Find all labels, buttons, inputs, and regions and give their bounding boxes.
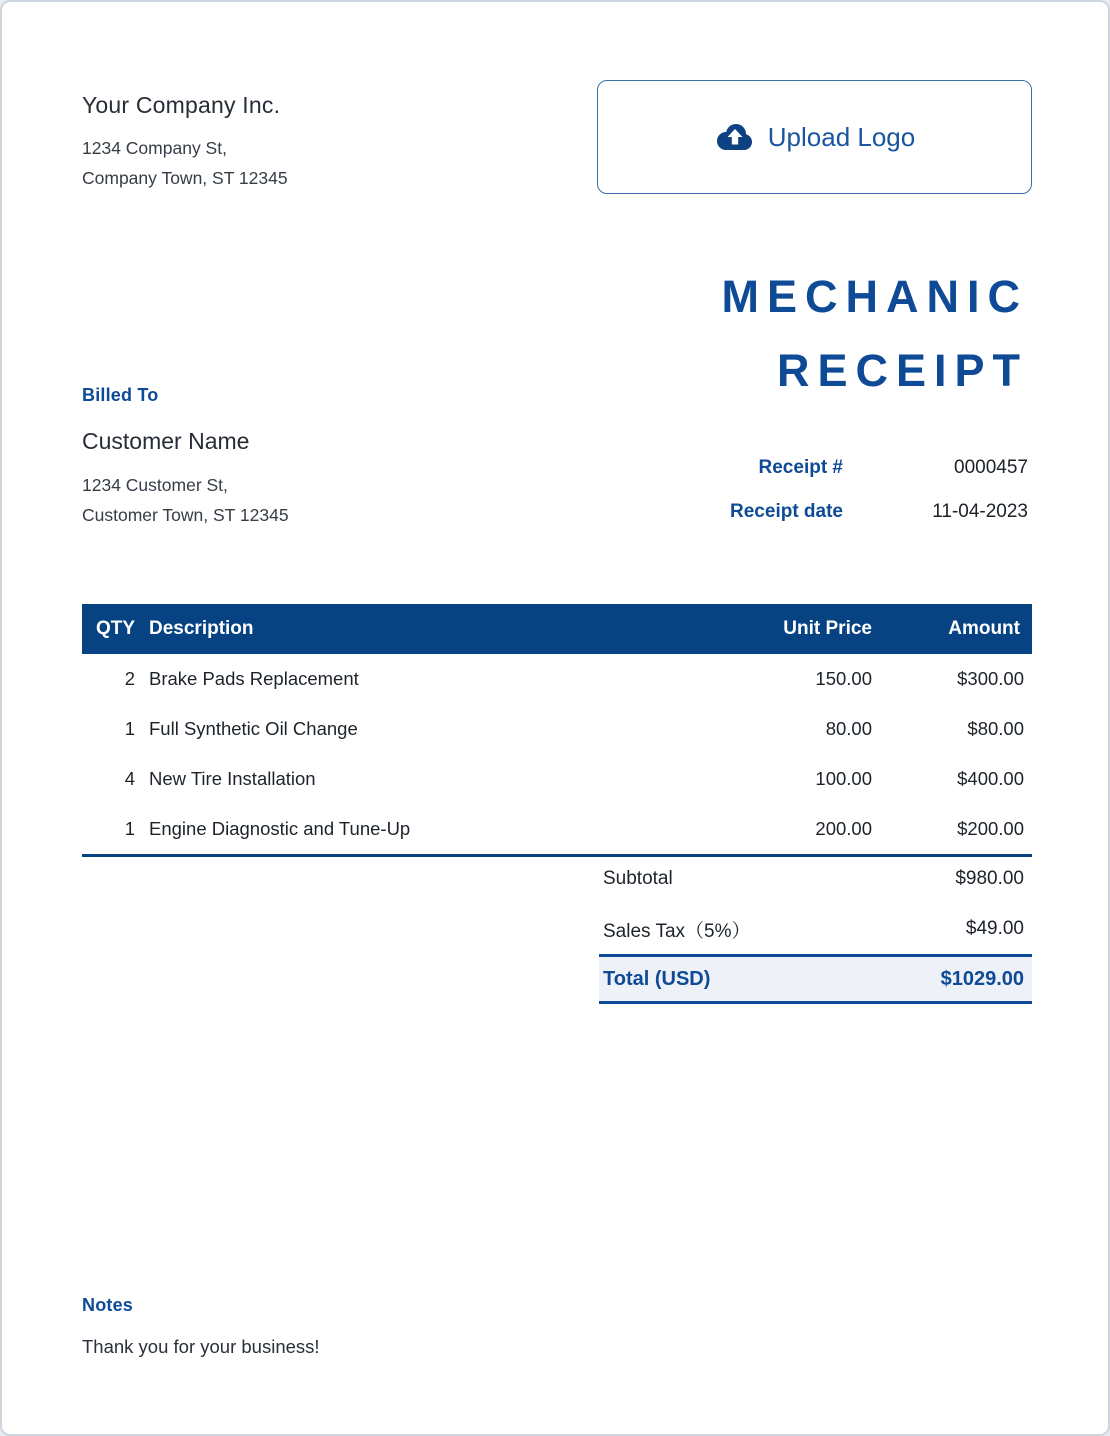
row-amount: $200.00 <box>957 818 1024 839</box>
row-description: Engine Diagnostic and Tune-Up <box>149 818 411 839</box>
subtotal-value: $980.00 <box>955 868 1024 889</box>
company-info <box>82 92 288 193</box>
row-qty: 1 <box>124 718 135 739</box>
receipt-date-label: Receipt date <box>730 501 843 522</box>
notes-text: Thank you for your business! <box>82 1336 320 1357</box>
row-unit-price: 200.00 <box>815 818 872 839</box>
company-name: Your Company Inc. <box>82 92 281 118</box>
table-row <box>82 704 1032 754</box>
row-amount: $80.00 <box>967 718 1024 739</box>
receipt-date-value: 11-04-2023 <box>932 501 1028 522</box>
customer-address <box>82 470 289 530</box>
billed-to-label: Billed To <box>82 385 159 405</box>
total-row <box>599 954 1032 1004</box>
header-amount: Amount <box>948 618 1020 639</box>
header-unit-price: Unit Price <box>783 618 872 639</box>
row-amount: $300.00 <box>957 668 1024 689</box>
sales-tax-value: $49.00 <box>965 918 1024 939</box>
customer-address-line2: Customer Town, ST 12345 <box>82 505 289 525</box>
row-description: New Tire Installation <box>149 768 316 789</box>
receipt-number-row <box>628 446 1028 490</box>
notes-label: Notes <box>82 1295 134 1315</box>
subtotal-label: Subtotal <box>603 868 673 889</box>
total-label: Total (USD) <box>603 967 711 990</box>
receipt-meta <box>628 446 1028 534</box>
sales-tax-row <box>599 904 1032 954</box>
row-qty: 4 <box>124 768 135 789</box>
table-row <box>82 654 1032 704</box>
header-description: Description <box>149 618 254 639</box>
total-value: $1029.00 <box>940 967 1024 990</box>
receipt-number-value: 0000457 <box>954 457 1028 478</box>
row-qty: 1 <box>124 818 135 839</box>
document-title-line2: RECEIPT <box>776 345 1028 396</box>
totals-section <box>599 854 1032 1004</box>
upload-logo-label: Upload Logo <box>767 121 916 152</box>
billed-to-section <box>82 385 289 530</box>
row-amount: $400.00 <box>957 768 1024 789</box>
table-row <box>82 804 1032 854</box>
sales-tax-label: Sales Tax（5%） <box>603 920 751 942</box>
row-qty: 2 <box>124 668 135 689</box>
row-unit-price: 150.00 <box>815 668 872 689</box>
customer-name: Customer Name <box>82 428 250 454</box>
company-address-line2: Company Town, ST 12345 <box>82 168 288 188</box>
document-title-line1: MECHANIC <box>721 271 1028 322</box>
company-address-line1: 1234 Company St, <box>82 138 227 158</box>
row-unit-price: 100.00 <box>815 768 872 789</box>
receipt-date-row <box>628 490 1028 534</box>
customer-address-line1: 1234 Customer St, <box>82 475 228 495</box>
subtotal-row <box>599 854 1032 904</box>
cloud-upload-icon <box>714 121 754 153</box>
row-unit-price: 80.00 <box>825 718 872 739</box>
row-description: Full Synthetic Oil Change <box>149 718 358 739</box>
items-table-header <box>82 604 1032 654</box>
document-title <box>722 260 1029 408</box>
items-table <box>82 604 1032 857</box>
header-qty: QTY <box>95 618 135 639</box>
receipt-number-label: Receipt # <box>758 457 843 478</box>
items-table-body <box>82 654 1032 857</box>
table-row <box>82 754 1032 804</box>
upload-logo-button[interactable] <box>597 80 1032 194</box>
row-description: Brake Pads Replacement <box>149 668 359 689</box>
company-address <box>82 133 288 193</box>
notes-section <box>82 1295 320 1358</box>
